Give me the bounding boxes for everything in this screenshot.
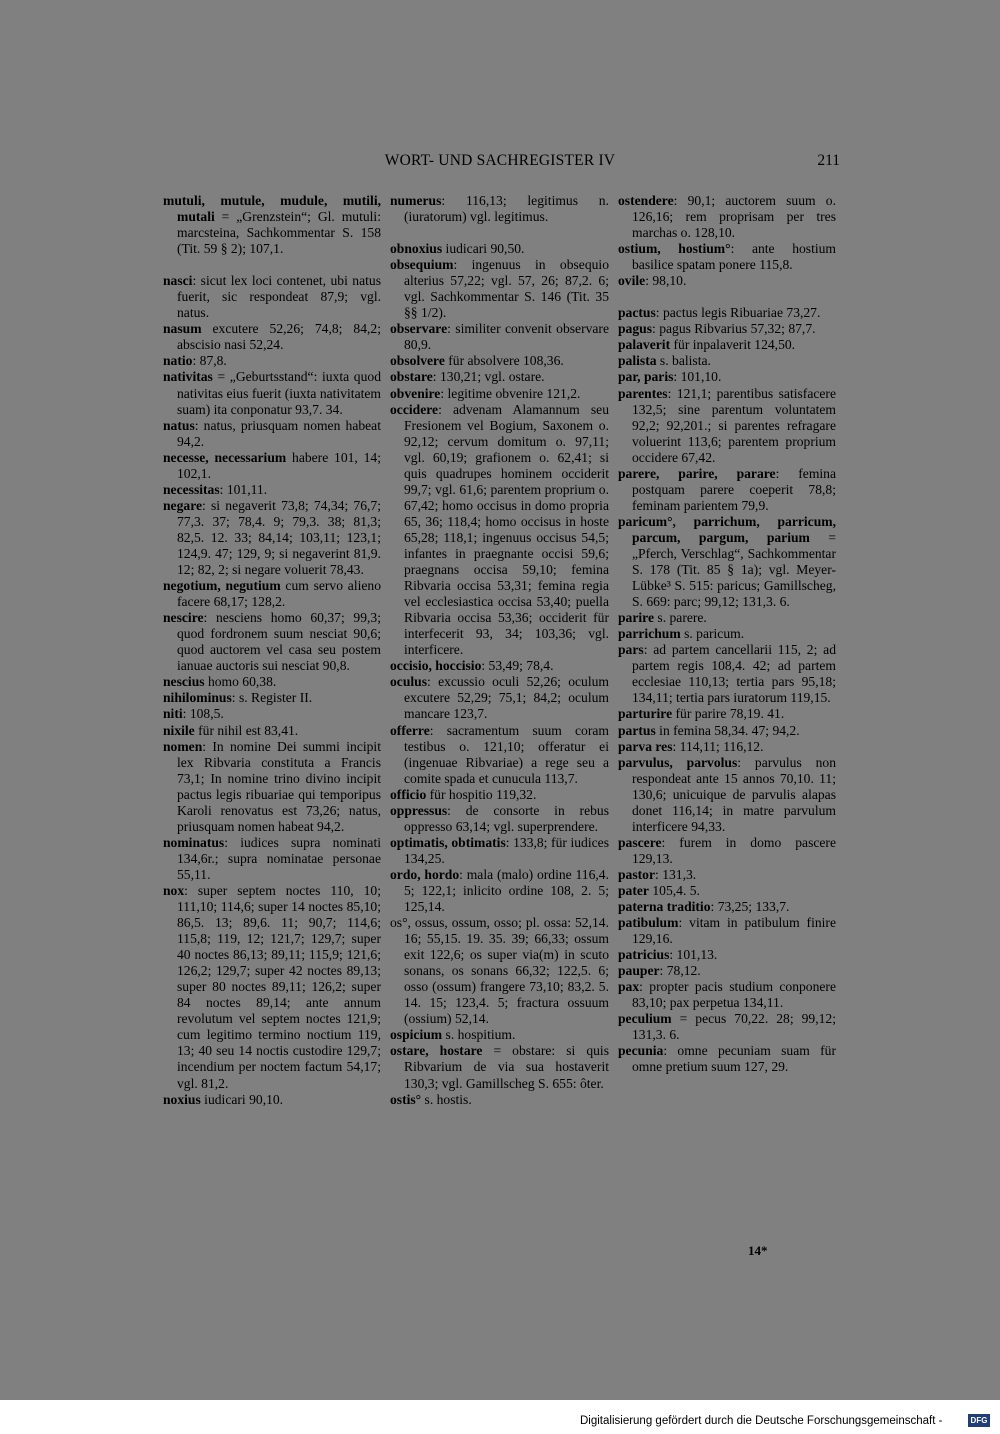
index-entry: paricum°, parrichum, parricum, parcum, pargum, parium = „Pferch, Verschlag“, Sachkommentar S. 178 (Tit. 85 § 1a); vgl. Meyer-Lübke³ S. 515: paricus; Gamillscheg, S. 669: parc; 99,12; 131,3. 6. [618,513,836,610]
page-number: 211 [817,152,840,169]
index-entry: noxius iudicari 90,10. [163,1091,284,1107]
index-entry: parire s. parere. [618,610,707,626]
index-entry: niti: 108,5. [163,706,224,722]
index-entry: occidere: advenam Alamannum seu Fresionem vel Bogium, Saxonem o. 92,12; cervum domitum o. 97,11; vgl. 60,19; grafionem o. 62,41; si quis quadrupes hominem occiderit 99,7; vgl. 61,6; parentem proprium o. 67,42; homo occisus in domo propria 65, 36; 118,4; homo occisus in hoste 65,28; 118,1; ingenuus occisus 54,5; infantes in praegnante occisi 59,6; praegnans occisa 59,10; femina Ribvaria occisa 53,31; femina regia vel ecclesiastica occisa 53,40; puella Ribvaria occisa 53,36; occiderit für interfecerit 93, 34; 103,36; vgl. interficere. [390,401,609,658]
index-entry: ostis° s. hostis. [390,1091,472,1107]
index-entry: par, paris: 101,10. [618,369,722,385]
index-entry: paterna traditio: 73,25; 133,7. [618,899,790,915]
index-entry: nixile für nihil est 83,41. [163,722,299,738]
running-header [160,152,840,174]
index-entry: parentes: 121,1; parentibus satisfacere 132,5; sine parentum voluntatem 92,2; 92,201.; si parentes refragare voluerint 113,6; parentem proprium occidere 67,42. [618,385,836,465]
index-entry: pecunia: omne pecuniam suam für omne pretium suum 127, 29. [618,1043,836,1075]
index-entry: ospicium s. hospitium. [390,1027,516,1043]
index-entry: palista s. balista. [618,353,711,369]
index-entry: obsolvere für absolvere 108,36. [390,353,564,369]
index-entry: patibulum: vitam in patibulum finire 129,16. [618,915,836,947]
header-title: WORT- UND SACHREGISTER IV [384,152,616,169]
index-entry: obnoxius iudicari 90,50. [390,241,525,257]
index-entry: necesse, necessarium habere 101, 14; 102,1. [163,449,382,481]
index-entry: pauper: 78,12. [618,963,701,979]
index-entry: pars: ad partem cancellarii 115, 2; ad partem regis 108,4. 42; ad partem ecclesiae 110,13; tertia pars 95,18; 134,11; tertia pars iuratorum 119,15. [618,642,836,706]
index-entry: obsequium: ingenuus in obsequio alterius 57,22; vgl. 57, 26; 87,2. 6; vgl. Sachkommentar S. 146 (Tit. 35 §§ 1/2). [390,257,609,321]
index-entry: partus in femina 58,34. 47; 94,2. [618,722,800,738]
index-entry: ostendere: 90,1; auctorem suum o. 126,16; rem proprisam per tres marchas o. 128,10. [618,193,836,241]
index-entry: oculus: excussio oculi 52,26; oculum excutere 52,29; 75,1; 84,2; oculum mancare 123,7. [390,674,609,722]
index-entry: ostium, hostium°: ante hostium basilice spatam ponere 115,8. [618,241,837,273]
index-entry: optimatis, obtimatis: 133,8; für iudices 134,25. [390,834,609,866]
index-entry: parrichum s. paricum. [618,626,745,642]
index-entry: obstare: 130,21; vgl. ostare. [390,369,545,385]
index-entry: nihilominus: s. Register II. [163,690,313,706]
index-entry: necessitas: 101,11. [163,481,268,497]
index-entry: offerre: sacramentum suum coram testibus o. 121,10; offeratur ei (ingenuae Ribvariae) a rege seu a comite spada et cunucula 113,7. [390,722,609,786]
dfg-logo: DFG [968,1414,990,1427]
signature-mark: 14* [748,1243,768,1258]
index-entry: obvenire: legitime obvenire 121,2. [390,385,581,401]
index-entry: occisio, hoccisio: 53,49; 78,4. [390,658,554,674]
index-column-2 [390,193,609,1108]
index-entry: pax: propter pacis studium conponere 83,10; pax perpetua 134,11. [618,979,836,1011]
index-column-1 [163,193,381,1108]
index-entry: nescire: nesciens homo 60,37; 99,3; quod fordronem suum nesciat 90,6; quod auctorem vel casa seu postem ianuae auctoris sui nesciat 90,8. [163,610,381,674]
index-entry: nescius homo 60,38. [163,674,277,690]
index-entry: negare: si negaverit 73,8; 74,34; 76,7; 77,3. 37; 78,4. 9; 79,3. 38; 81,3; 82,5. 12. 33; 84,14; 103,11; 123,1; 124,9. 47; 129, 9; si negaverint 81,9. 12; 82, 2; si negare voluerit 78,43. [163,497,381,578]
index-entry: nomen: In nomine Dei summi incipit lex Ribvaria constituta a Francis 73,1; In nomine trino divino incipit pactus legis ribuariae qui temporipus Karoli renovatus est 73,26; natus, priusquam nomen habeat 94,2. [163,738,381,834]
index-entry: nox: super septem noctes 110, 10; 111,10; 114,6; super 14 noctes 85,10; 86,5. 13; 89,6. 11; 90,7; 114,6; 115,8; 119, 12; 121,7; 129,7; super 40 noctes 86,13; 89,11; 115,9; 121,6; 126,2; 129,7; super 42 noctes 89,13; super 80 noctes 89,11; 126,2; super 84 noctes 89,14; ante annum revolutum vel septem noctes 121,9; cum legitimo termino noctium 119, 13; 40 seu 14 noctis custodire 129,7; incendium per noctem factum 54,17; vgl. 81,2. [163,882,381,1091]
index-entry: parere, parire, parare: femina postquam parere coeperit 78,8; feminam parientem 79,9. [618,465,837,513]
index-entry: pascere: furem in domo pascere 129,13. [618,834,836,866]
index-entry: pactus: pactus legis Ribuariae 73,27. [618,305,821,321]
index-entry: observare: similiter convenit observare 80,9. [390,321,609,353]
index-entry: natio: 87,8. [163,353,227,369]
index-entry: parturire für parire 78,19. 41. [618,706,785,722]
index-entry: nominatus: iudices supra nominati 134,6r.; supra nominatae personae 55,11. [163,834,381,882]
index-entry: natus: natus, priusquam nomen habeat 94,2. [163,417,381,449]
index-column-3 [618,193,836,1076]
index-entry: patricius: 101,13. [618,947,718,963]
index-entry: negotium, negutium cum servo alieno facere 68,17; 128,2. [163,578,381,610]
index-entry: ostare, hostare = obstare: si quis Ribvarium de via sua hostaverit 130,3; vgl. Gamillscheg S. 655: ôter. [390,1043,609,1091]
index-entry: parva res: 114,11; 116,12. [618,738,764,754]
index-entry: parvulus, parvolus: parvulus non respondeat ante 15 annos 70,10. 11; 130,6; unicuique de parvulis alapas donet 116,14; in matre parvulum interficere 94,33. [618,754,836,834]
index-entry: nasci: sicut lex loci contenet, ubi natus fuerit, sic respondeat 87,9; vgl. natus. [163,273,381,321]
index-entry: oppressus: de consorte in rebus oppresso 63,14; vgl. superprendere. [390,802,609,834]
index-entry: pagus: pagus Ribvarius 57,32; 87,7. [618,321,816,337]
index-entry: nativitas = „Geburtsstand“: iuxta quod nativitas eius fuerit (iuxta nativitatem suam) ita conponatur 93,7. 34. [163,369,381,417]
index-entry: peculium = pecus 70,22. 28; 99,12; 131,3. 6. [618,1011,836,1043]
index-entry: mutuli, mutule, mudule, mutili, mutali = „Grenzstein“; Gl. mutuli: marcsteina, Sachkommentar S. 158 (Tit. 59 § 2); 107,1. [163,193,381,257]
index-entry: pater 105,4. 5. [618,882,700,898]
index-entry: numerus: 116,13; legitimus n. (iuratorum) vgl. legitimus. [390,193,609,225]
index-entry: nasum excutere 52,26; 74,8; 84,2; abscisio nasi 52,24. [163,321,381,353]
index-entry: pastor: 131,3. [618,866,697,882]
index-entry: os°, ossus, ossum, osso; pl. ossa: 52,14. 16; 55,15. 19. 35. 39; 66,33; ossum exit 122,6; os super via(m) in scuto sonans, os sonans 66,32; 122,5. 6; osso (ossum) frangere 73,10; 83,2. 5. 14. 15; 123,4. 5; fractura ossuum (ossium) 52,14. [390,915,609,1027]
index-entry: ordo, hordo: mala (malo) ordine 116,4. 5; 122,1; inlicito ordine 108, 2. 5; 125,14. [390,866,609,915]
footer-credit: Digitalisierung gefördert durch die Deutsche Forschungsgemeinschaft - [580,1415,943,1427]
index-entry: palaverit für inpalaverit 124,50. [618,337,796,353]
index-entry: officio für hospitio 119,32. [390,786,537,802]
index-entry: ovile: 98,10. [618,273,687,289]
